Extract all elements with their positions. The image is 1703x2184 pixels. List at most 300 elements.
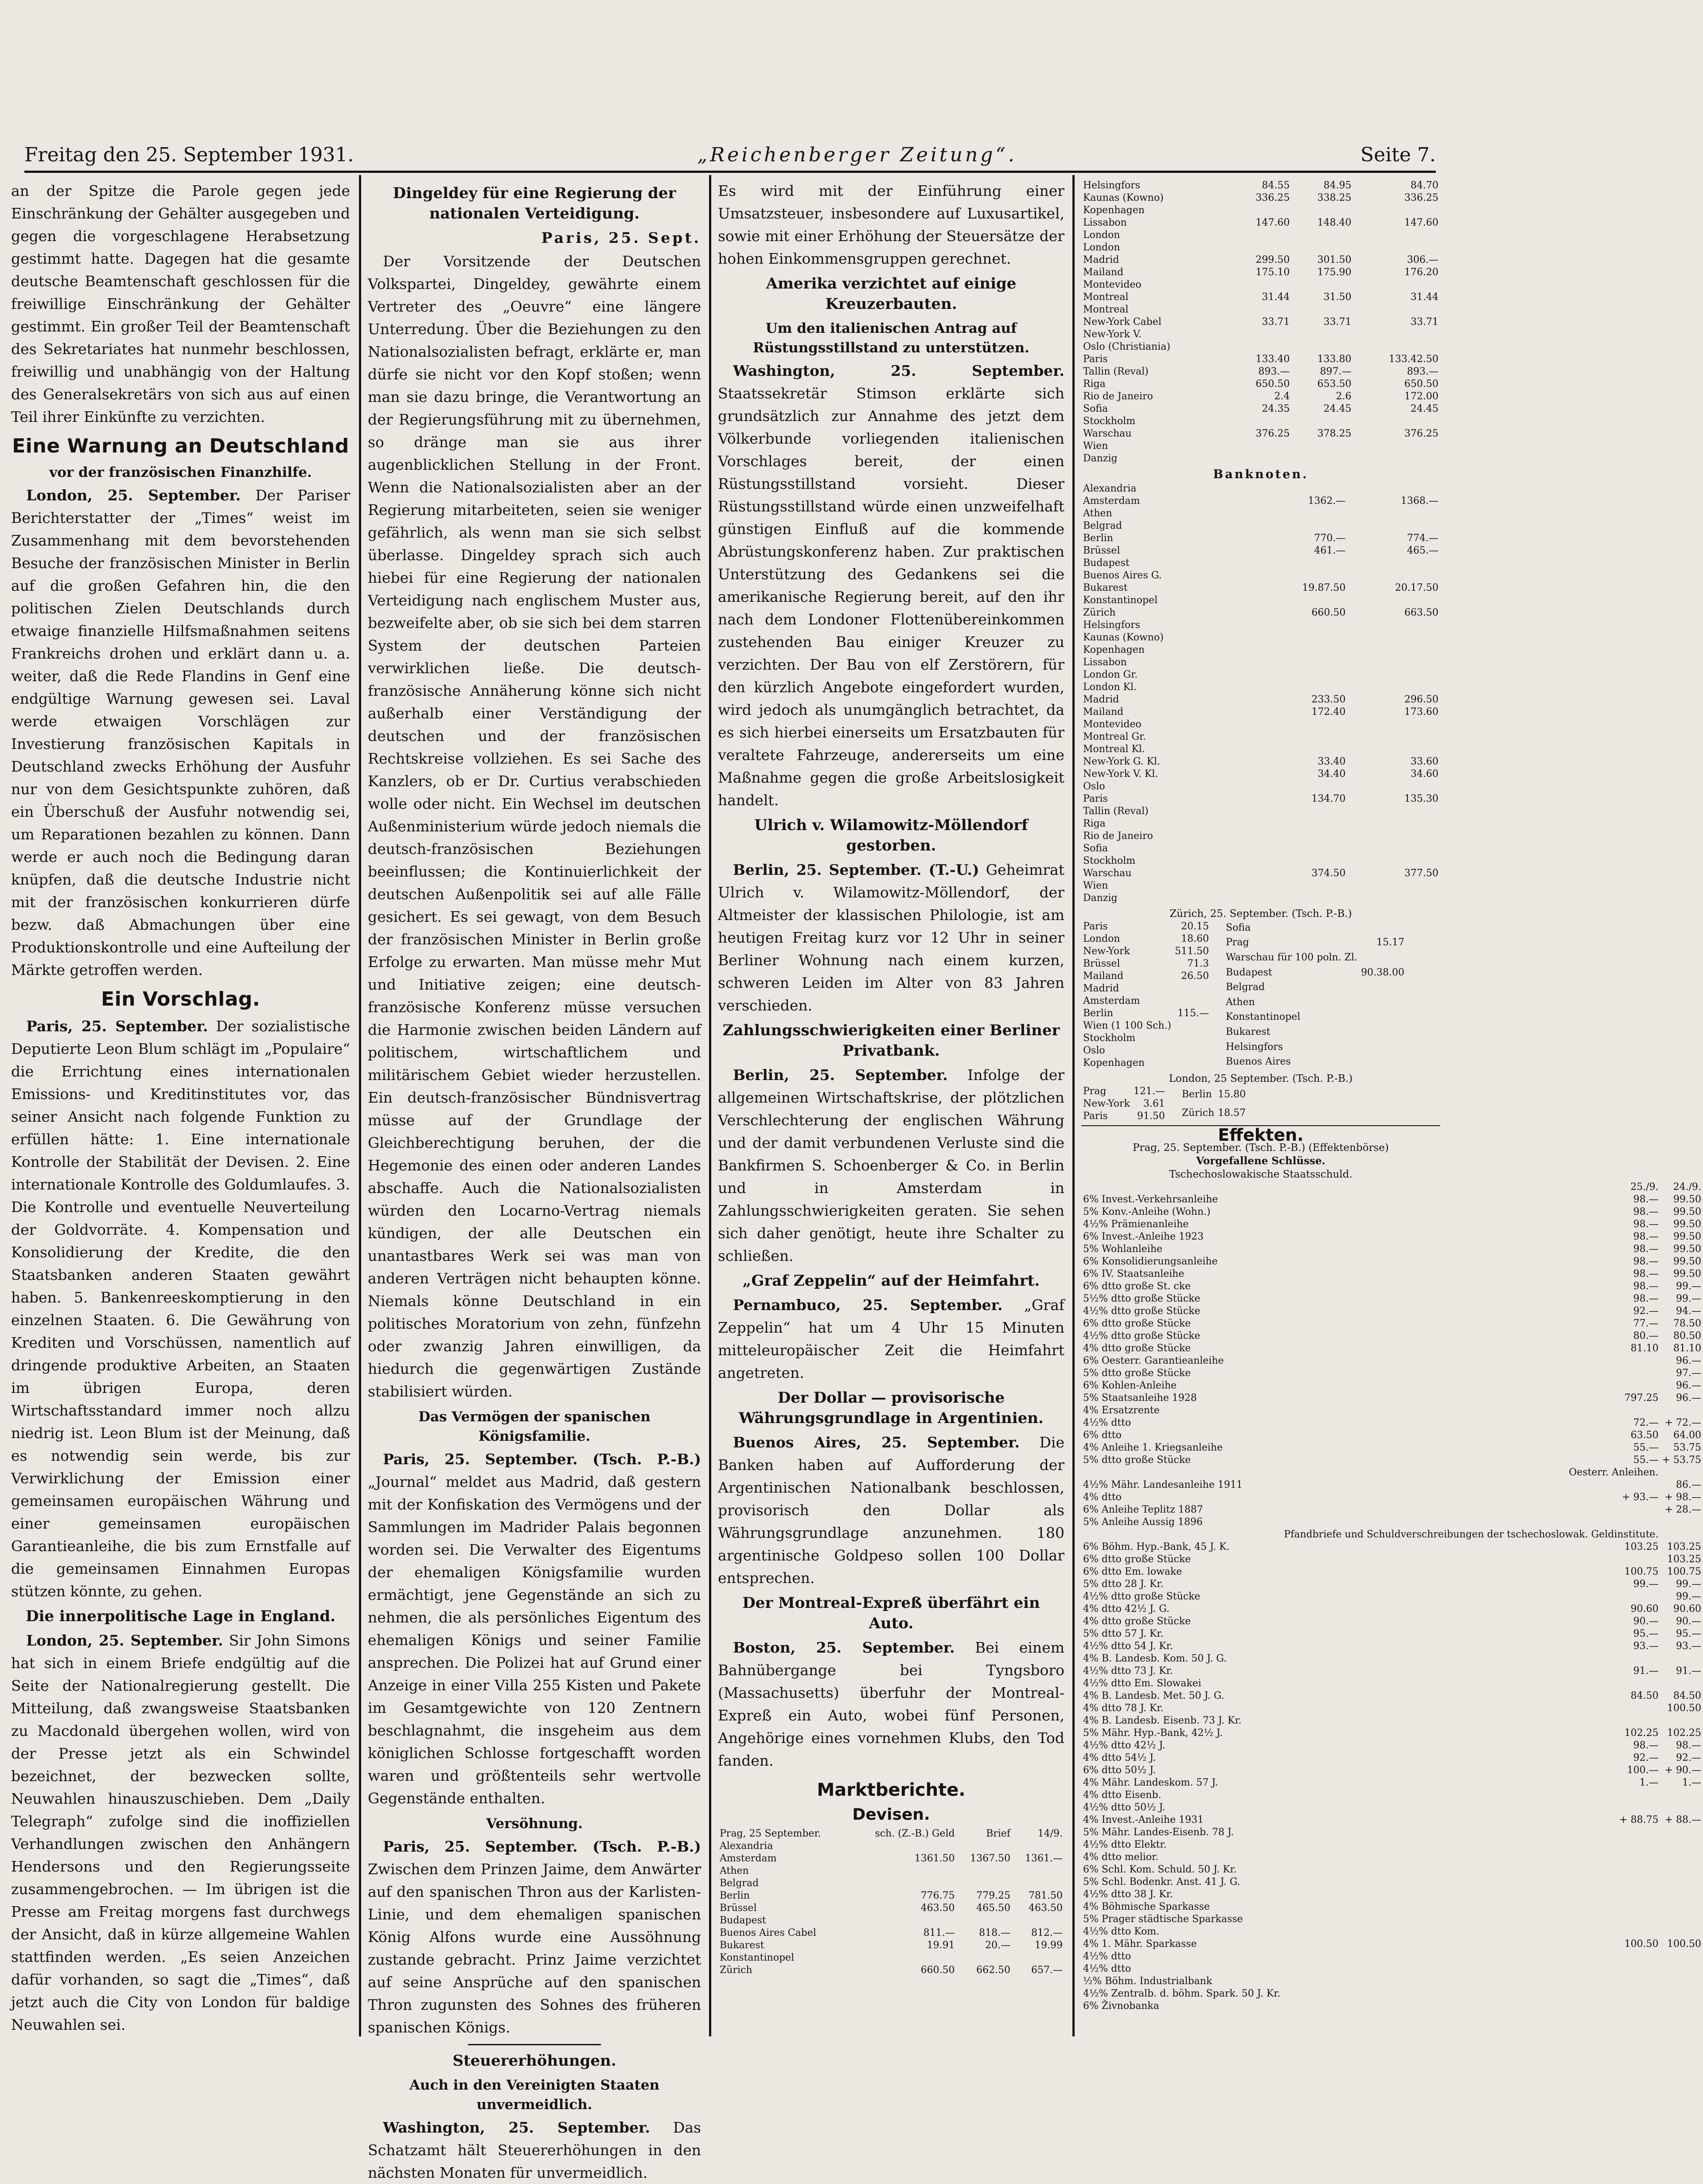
col4-effekten-cell: 6% IV. Staatsanleihe (1083, 1268, 1185, 1279)
col3-devisen-cell: 19.99 (1035, 1940, 1063, 1951)
col4-banknoten-cell: Athen (1083, 508, 1112, 519)
col4-zurich-cell (1173, 1020, 1211, 1032)
col4-effekten-row (1081, 1628, 1703, 1640)
col4-effekten-cell: 103.25 (1624, 1541, 1659, 1552)
col4-banknoten-row (1081, 768, 1440, 780)
col1-article2-title: Ein Vorschlag. (101, 988, 260, 1010)
col4-banknoten-cell (1247, 644, 1255, 656)
column-rule-1 (359, 175, 361, 2036)
col4-devisen-cell (1230, 328, 1291, 341)
col4-effekten-cell (1282, 1888, 1660, 1901)
column-4 (1081, 179, 1701, 2098)
col3-devisen-cell (851, 1865, 957, 1877)
col4-effekten-row (1081, 1305, 1703, 1318)
col4-banknoten-row (1081, 632, 1440, 644)
col4-effekten-sub1: Prag, 25. September. (Tsch. P.-B.) (Effektenbörse) (1132, 1142, 1389, 1154)
col4-banknoten-cell: Lissabon (1083, 657, 1127, 668)
col3-article6-text: Bei einem Bahnübergange bei Tyngsboro (Massachusetts) überfuhr der Montreal-Expreß ein Auto, wobei fünf Personen, Angehörige eines vornehmen Klubs, den Tod fanden. (718, 1639, 1064, 1769)
col3-devisen-cell: Athen (720, 1865, 749, 1876)
col4-effekten-cell: 99.50 (1673, 1194, 1701, 1205)
col4-banknoten-table (1081, 483, 1440, 905)
col4-london-right (1180, 1085, 1247, 1123)
col4-zurich-cell (1359, 1025, 1406, 1040)
col4-banknoten-cell (1247, 718, 1255, 731)
col4-devisen-cell: Montreal (1083, 292, 1129, 303)
col4-effekten-head-2: 24./9. (1673, 1182, 1701, 1193)
col4-effekten-cell (1660, 1404, 1703, 1417)
col4-zurich-cell (1359, 995, 1406, 1010)
col4-devisen-row (1081, 204, 1440, 217)
col4-effekten-cell (1660, 1802, 1703, 1814)
col4-london-cell: 3.61 (1143, 1098, 1165, 1109)
col4-effekten-cell: 78.50 (1673, 1318, 1701, 1329)
col4-zurich-row (1081, 995, 1211, 1007)
col4-effekten-cell (1660, 1926, 1703, 1938)
col4-devisen-row (1081, 440, 1440, 452)
col4-effekten-cell: 92.— (1633, 1752, 1659, 1763)
col4-banknoten-cell (1348, 594, 1441, 607)
col4-effekten-cell: 6% dtto 50½ J. (1083, 1765, 1156, 1776)
col4-devisen-cell: 338.25 (1317, 192, 1352, 203)
col4-effekten-row (1081, 1938, 1703, 1950)
col4-banknoten-cell: 1368.— (1401, 495, 1438, 507)
col4-effekten-cell: 797.25 (1624, 1392, 1659, 1404)
col4-devisen-cell: 2.6 (1336, 391, 1352, 402)
col4-effekten-row (1081, 1392, 1703, 1404)
col4-devisen-cell (1230, 452, 1291, 465)
col3-devisen-cell: 657.— (1031, 1965, 1063, 1976)
col1-article1-text: Der Pariser Berichterstatter der „Times“ weist im Zusammenhang mit dem bevorstehenden Besuche der französischen Minister in Berlin auf die großen Gefahren hin, die den politischen Zielen Deutschlands durch etwaige finanzielle Hilfsmaßnahmen seitens Frankreichs drohen und erklärt dann u. a. weiter, daß die Rede Flandins in Genf eine endgültige Warnung gewesen sei. Laval werde etwaigen Vorschlägen zur Investierung französischen Kapitals in Deutschland zwecks Erhöhung der Ausfuhr nur von dem Gesichtspunkte zuhören, daß ein Überschuß der Ausfuhr notwendig sei, um Reparationen bezahlen zu können. Dann werde er auch noch die Bedingung daran knüpfen, daß die deutsche Industrie nicht mit der französischen konkurrieren dürfe bezw. daß Abmachungen über eine Produktionskontrolle und eine Aufteilung der Märkte getroffen werden. (11, 487, 351, 979)
col4-zurich-row (1224, 1054, 1406, 1069)
col4-devisen-cell (1292, 452, 1353, 465)
col4-banknoten-cell (1255, 780, 1347, 793)
col4-effekten-cell: 6% dtto große Stücke (1083, 1318, 1191, 1329)
col4-effekten-cell: + 93.— (1622, 1492, 1659, 1503)
col4-devisen-cell (1230, 279, 1291, 291)
col4-london-cell: Prag (1083, 1086, 1107, 1097)
col4-effekten-title: Effekten. (1218, 1125, 1304, 1145)
col4-devisen-cell: Paris (1083, 354, 1108, 365)
col4-devisen-cell: Riga (1083, 378, 1106, 390)
col4-zurich-cell (1359, 1054, 1406, 1069)
col4-banknoten-cell: Riga (1083, 818, 1106, 829)
col4-effekten-cell (1282, 1677, 1660, 1690)
col3-devisen-cell: 781.50 (1029, 1890, 1063, 1901)
col4-effekten-cell (1660, 1913, 1703, 1926)
col4-devisen-cell (1353, 304, 1440, 316)
col4-banknoten-row (1081, 892, 1440, 905)
col4-devisen-row (1081, 328, 1440, 341)
col4-banknoten-cell (1247, 520, 1255, 532)
col4-banknoten-cell: 34.40 (1317, 768, 1346, 780)
col4-effekten-cell (1660, 1851, 1703, 1864)
col3-devisen-cell: 1361.50 (914, 1853, 955, 1864)
col4-effekten-cell: 4% Mähr. Landeskom. 57 J. (1083, 1777, 1218, 1788)
col4-zurich-cell: Athen (1226, 996, 1255, 1008)
col1-article3-title: Die innerpolitische Lage in England. (25, 1607, 336, 1625)
col4-devisen-cell: 650.50 (1255, 378, 1290, 390)
col2-article1-dateline: Paris, 25. Sept. (541, 229, 701, 246)
col4-effekten-cell: 64.00 (1673, 1430, 1701, 1441)
col4-banknoten-cell: Berlin (1083, 533, 1113, 544)
col3-devisen-head-1: sch. (Z.-B.) Geld (875, 1828, 955, 1839)
col3-devisen-row (718, 1927, 1064, 1939)
col2-article4-title: Steuererhöhungen. (452, 2052, 616, 2070)
col4-banknoten-cell: Warschau (1083, 868, 1132, 879)
col4-devisen-cell: 653.50 (1317, 378, 1352, 390)
col4-effekten-table (1081, 1181, 1703, 2012)
col4-devisen-cell: 175.90 (1317, 267, 1352, 278)
col4-london-cell: 121.— (1133, 1086, 1165, 1097)
col4-london-row (1081, 1098, 1167, 1110)
col4-banknoten-cell (1247, 607, 1255, 619)
col4-effekten-cell: 99.50 (1673, 1206, 1701, 1217)
col4-effekten-cell (1660, 1876, 1703, 1888)
col4-effekten-cell (1660, 1789, 1703, 1802)
col4-devisen-row (1081, 403, 1440, 415)
col4-effekten-cell (1660, 1950, 1703, 1963)
col4-zurich-cell: Oslo (1083, 1045, 1105, 1056)
col4-devisen-cell (1292, 279, 1353, 291)
col4-effekten-cell: 100.50 (1624, 1938, 1659, 1950)
col4-zurich-cell: Amsterdam (1083, 995, 1140, 1006)
col4-banknoten-cell: Paris (1083, 793, 1108, 804)
col4-zurich-row (1224, 995, 1406, 1010)
col4-devisen-cell: 84.70 (1411, 180, 1438, 191)
col4-effekten-cell: 99.— (1676, 1591, 1701, 1602)
col4-zurich-row (1224, 980, 1406, 995)
col4-banknoten-cell (1255, 594, 1347, 607)
col4-devisen-row (1081, 179, 1440, 192)
col4-banknoten-cell (1348, 681, 1441, 694)
col4-effekten-cell: 63.50 (1630, 1430, 1659, 1441)
col4-zurich-cell: Konstantinopel (1226, 1011, 1301, 1023)
col4-effekten-row (1081, 1454, 1703, 1466)
col4-banknoten-cell (1247, 805, 1255, 818)
col4-effekten-row (1081, 1404, 1703, 1417)
col4-effekten-cell: 100.75 (1667, 1566, 1701, 1577)
col3-devisen-cell (851, 1915, 957, 1927)
col4-zurich-row (1081, 970, 1211, 983)
col3-devisen-cell (1012, 1865, 1064, 1877)
col4-effekten-row (1081, 1640, 1703, 1653)
col4-effekten-cell: 99.— (1676, 1293, 1701, 1304)
col4-effekten-row (1081, 1739, 1703, 1752)
col4-banknoten-cell (1348, 656, 1441, 669)
col2-article4-subtitle: Auch in den Vereinigten Staaten unvermeidlich. (409, 2077, 660, 2113)
col4-devisen-cell: Montevideo (1083, 279, 1142, 290)
col4-effekten-sub2: Vorgefallene Schlüsse. (1196, 1155, 1325, 1167)
col4-london-cell: Berlin (1181, 1089, 1212, 1100)
col4-effekten-cell: 4% B. Landesb. Eisenb. 73 J. Kr. (1083, 1715, 1242, 1726)
col4-effekten-cell (1282, 1926, 1660, 1938)
col4-banknoten-row (1081, 731, 1440, 743)
col4-banknoten-cell (1348, 718, 1441, 731)
col3-article2-title: Ulrich v. Wilamowitz-Möllendorf gestorben. (754, 816, 1028, 854)
col4-banknoten-cell (1348, 483, 1441, 495)
col2-separator (468, 2044, 601, 2045)
col3-devisen-cell: 812.— (1031, 1927, 1063, 1938)
col4-devisen-cell: Helsingfors (1083, 180, 1141, 191)
col1-article3-text: Sir John Simons hat sich in einem Briefe endgültig auf die Seite der Nationalregierung gestellt. Die Mitteilung, daß zwangsweise Staatsbanken zu Macdonald übergehen wollen, wird von der Presse jetzt als ein Schwindel bezeichnet, der bezwecken sollte, Neuwahlen hinauszuschieben. Dem „Daily Telegraph“ zufolge sind die inoffiziellen Verhandlungen zwischen den Anhängern Hendersons und den Regierungsseite zusammengebrochen. — Im übrigen ist die Presse am Freitag morgens fast durchwegs der Ansicht, daß in kürze allgemeine Wahlen stattfinden werden. „Es seien Anzeichen dafür vorhanden, so sagt die „Times“, daß jetzt auch die City von London für baldige Neuwahlen sei. (11, 1632, 350, 2033)
col4-effekten-row (1081, 1752, 1703, 1764)
col4-devisen-cell: 24.45 (1323, 403, 1352, 414)
col4-devisen-row (1081, 452, 1440, 465)
col4-effekten-cell: 96.— (1676, 1380, 1701, 1391)
col4-london-cell: 18.57 (1218, 1108, 1246, 1119)
col4-effekten-row (1081, 1280, 1703, 1293)
col4-effekten-cell: 4% Anleihe 1. Kriegsanleihe (1083, 1442, 1223, 1453)
col4-effekten-row (1081, 1541, 1703, 1553)
col3-devisen-cell: Alexandria (720, 1841, 773, 1852)
col4-effekten-row (1081, 1256, 1703, 1268)
col3-devisen-head-2: Brief (986, 1828, 1011, 1839)
col4-effekten-row (1081, 1802, 1703, 1814)
col4-banknoten-row (1081, 780, 1440, 793)
col4-banknoten-row (1081, 805, 1440, 818)
col4-banknoten-cell (1255, 483, 1347, 495)
col4-banknoten-row (1081, 793, 1440, 805)
col3-devisen-cell (957, 1915, 1013, 1927)
col4-zurich-cell: Sofia (1226, 922, 1251, 933)
col4-devisen-cell: 176.20 (1404, 267, 1438, 278)
col4-devisen-row (1081, 192, 1440, 204)
col4-banknoten-cell: 34.60 (1411, 768, 1438, 780)
col4-effekten-cell: 90.60 (1673, 1603, 1701, 1615)
col4-effekten-cell: ½% Böhm. Industrialbank (1083, 1976, 1212, 1987)
col3-devisen-row (718, 1890, 1064, 1902)
col4-banknoten-cell (1255, 855, 1347, 867)
col3-devisen-head-3: 14/9. (1037, 1828, 1063, 1839)
col4-effekten-cell (1660, 1988, 1703, 2000)
col4-effekten-cell (1282, 1864, 1660, 1876)
col4-devisen-cell (1292, 341, 1353, 353)
col4-london-row (1180, 1104, 1247, 1123)
col4-devisen-cell: 376.25 (1255, 428, 1290, 439)
col4-effekten-cell: 98.— (1676, 1740, 1701, 1751)
col4-zurich-title: Zürich, 25. September. (Tsch. P.-B.) (1169, 908, 1352, 920)
col4-effekten-cell: 4½% dtto 42½ J. (1083, 1740, 1165, 1751)
col4-effekten-cell: 4% Böhmische Sparkasse (1083, 1901, 1210, 1912)
col4-banknoten-cell (1348, 520, 1441, 532)
col4-banknoten-row (1081, 594, 1440, 607)
col4-effekten-cell: 5% dtto 28 J. Kr. (1083, 1579, 1164, 1590)
column-2 (368, 179, 701, 2181)
col4-effekten-row (1081, 1777, 1703, 1789)
col4-effekten-row (1081, 1218, 1703, 1231)
col4-devisen-cell (1292, 242, 1353, 254)
page-header (24, 135, 1436, 166)
col4-banknoten-row (1081, 569, 1440, 582)
col4-devisen-row (1081, 378, 1440, 390)
col4-banknoten-cell: 19.87.50 (1302, 582, 1346, 593)
col4-devisen-row (1081, 217, 1440, 229)
col4-banknoten-cell (1247, 594, 1255, 607)
col4-effekten-cell: 4% dtto 42½ J. G. (1083, 1603, 1170, 1615)
col4-effekten-cell (1282, 1913, 1660, 1926)
col4-london-cell: Paris (1083, 1111, 1108, 1122)
col4-effekten-cell (1282, 1367, 1660, 1380)
col4-effekten-row (1081, 1603, 1703, 1615)
col4-effekten-cell: 95.— (1676, 1628, 1701, 1639)
col4-banknoten-cell (1348, 743, 1441, 756)
col4-effekten-cell: 80.50 (1673, 1330, 1701, 1342)
col4-zurich-cell (1173, 983, 1211, 995)
col4-effekten-cell: 6% Anleihe Teplitz 1887 (1083, 1504, 1203, 1515)
col4-banknoten-cell (1247, 545, 1255, 557)
col4-devisen-cell: Sofia (1083, 403, 1108, 414)
col4-effekten-cell: 6% Invest.-Verkehrsanleihe (1083, 1194, 1218, 1205)
col4-effekten-row (1081, 1243, 1703, 1256)
col4-zurich-cell (1359, 980, 1406, 995)
col4-devisen-cell (1292, 328, 1353, 341)
col4-devisen-cell (1230, 204, 1291, 217)
col4-devisen-cell: Montreal (1083, 304, 1129, 315)
col4-zurich-row (1224, 1025, 1406, 1040)
col4-effekten-row (1081, 1553, 1703, 1566)
col4-effekten-cell: 1.— (1639, 1777, 1659, 1788)
col4-effekten-cell: 6% Schl. Kom. Schuld. 50 J. Kr. (1083, 1864, 1237, 1875)
col4-devisen-cell: Danzig (1083, 453, 1118, 464)
col4-devisen-cell (1292, 229, 1353, 242)
col4-zurich-cell: Paris (1083, 921, 1108, 932)
col4-banknoten-cell: Danzig (1083, 893, 1118, 904)
col3-market-title: Marktberichte. (817, 1780, 966, 1800)
col4-effekten-row (1081, 1466, 1703, 1479)
col4-effekten-cell: 4% dtto 54½ J. (1083, 1752, 1156, 1763)
column-3 (718, 179, 1064, 2098)
col4-banknoten-row (1081, 756, 1440, 768)
col4-effekten-cell (1660, 1864, 1703, 1876)
col4-devisen-cell: 172.00 (1404, 391, 1438, 402)
col4-effekten-cell: 4½% dtto große Stücke (1083, 1306, 1200, 1317)
col4-banknoten-row (1081, 694, 1440, 706)
col3-article4-text: „Graf Zeppelin“ hat um 4 Uhr 15 Minuten mitteleuropäischer Zeit die Heimfahrt angetreten. (718, 1296, 1065, 1381)
col4-effekten-cell: 100.75 (1624, 1566, 1659, 1577)
header-date: Freitag den 25. September 1931. (24, 144, 354, 166)
col4-devisen-cell: 336.25 (1404, 192, 1438, 203)
col4-banknoten-cell: Zürich (1083, 607, 1116, 618)
col4-devisen-cell (1353, 440, 1440, 452)
col4-effekten-cell: 6% dtto große St. cke (1083, 1281, 1191, 1292)
col4-zurich-row (1081, 933, 1211, 945)
col4-devisen-cell: 33.71 (1323, 316, 1352, 328)
col4-banknoten-row (1081, 557, 1440, 569)
col4-banknoten-cell: Amsterdam (1083, 495, 1140, 507)
col4-devisen-cell: 893.— (1407, 366, 1438, 377)
col4-effekten-row (1081, 1566, 1703, 1578)
col4-effekten-cell: Pfandbriefe und Schuldverschreibungen der tschechoslowak. Geldinstitute. (1284, 1529, 1659, 1540)
col4-devisen-cell (1230, 440, 1291, 452)
col4-effekten-cell: 5% dtto große Stücke (1083, 1368, 1191, 1379)
col4-effekten-header (1081, 1181, 1703, 1193)
col4-effekten-cell (1660, 1963, 1703, 1975)
col4-effekten-cell: 84.50 (1673, 1690, 1701, 1701)
col4-devisen-cell: 376.25 (1404, 428, 1438, 439)
col4-effekten-cell: 4% B. Landesb. Kom. 50 J. G. (1083, 1653, 1227, 1664)
col4-effekten-cell: 77.— (1633, 1318, 1659, 1329)
col4-zurich-grid (1081, 920, 1440, 1069)
col4-banknoten-row (1081, 830, 1440, 842)
col4-banknoten-cell: Bukarest (1083, 582, 1128, 593)
col4-effekten-cell (1282, 1802, 1660, 1814)
col4-effekten-cell: 98.— (1633, 1194, 1659, 1205)
col4-banknoten-cell: 465.— (1407, 545, 1438, 556)
col4-effekten-cell: 93.— (1676, 1641, 1701, 1652)
col4-banknoten-cell (1247, 507, 1255, 520)
header-rule (24, 171, 1436, 173)
col4-banknoten-cell: Brüssel (1083, 545, 1120, 556)
col4-zurich-cell: 26.50 (1181, 971, 1209, 982)
col4-effekten-cell: 98.— (1633, 1256, 1659, 1267)
col4-effekten-cell: 55.— (1633, 1442, 1659, 1453)
col4-effekten-cell: 4½% dtto (1083, 1951, 1131, 1962)
col4-effekten-row (1081, 1727, 1703, 1739)
col4-devisen-top-table (1081, 179, 1440, 465)
col4-effekten-cell (1282, 2000, 1660, 2012)
col4-effekten-sub3: Tschechoslowakische Staatsschuld. (1169, 1169, 1352, 1180)
col4-effekten-row (1081, 1690, 1703, 1702)
col4-effekten-row (1081, 1504, 1703, 1516)
col2-article2-title: Das Vermögen der spanischen Königsfamilie. (418, 1409, 651, 1444)
col4-effekten-row (1081, 1665, 1703, 1677)
col4-effekten-cell: 6% Böhm. Hyp.-Bank, 45 J. K. (1083, 1541, 1230, 1552)
col3-devisen-cell: 660.50 (920, 1965, 955, 1976)
col4-banknoten-cell (1348, 619, 1441, 632)
col4-devisen-cell: 24.35 (1262, 403, 1290, 414)
col3-devisen-cell (1012, 1952, 1064, 1964)
col4-banknoten-row (1081, 507, 1440, 520)
col4-effekten-cell: 6% Kohlen-Anleihe (1083, 1380, 1177, 1391)
col3-devisen-row (718, 1852, 1064, 1865)
col4-zurich-cell: New-York (1083, 946, 1130, 957)
col4-banknoten-cell: 173.60 (1404, 706, 1438, 718)
col4-devisen-cell (1353, 328, 1440, 341)
col4-devisen-cell: Madrid (1083, 254, 1119, 265)
col4-effekten-cell: 4½% dtto Em. Slowakei (1083, 1678, 1201, 1689)
col4-banknoten-cell (1348, 731, 1441, 743)
col4-banknoten-cell (1247, 632, 1255, 644)
col4-effekten-cell (1282, 1591, 1660, 1603)
col3-article1-subtitle: Um den italienischen Antrag auf Rüstungsstillstand zu unterstützen. (753, 320, 1029, 356)
col4-zurich-cell (1359, 1010, 1406, 1025)
col4-effekten-cell (1660, 2000, 1703, 2012)
col4-effekten-row (1081, 1491, 1703, 1504)
col4-effekten-row (1081, 1950, 1703, 1963)
col4-banknoten-cell (1255, 743, 1347, 756)
col4-effekten-cell (1282, 1553, 1660, 1566)
col4-zurich-cell: Warschau für 100 poln. Zl. (1226, 952, 1358, 963)
col4-zurich-row (1081, 983, 1211, 995)
col4-banknoten-cell: 663.50 (1404, 607, 1438, 618)
col4-banknoten-cell: Mailand (1083, 706, 1124, 718)
col4-effekten-cell: 93.— (1633, 1641, 1659, 1652)
col4-effekten-cell: 5% Anleihe Aussig 1896 (1083, 1517, 1203, 1528)
col3-devisen-row (718, 1915, 1064, 1927)
col4-effekten-cell: 4% dtto Eisenb. (1083, 1790, 1161, 1801)
col4-zurich-cell (1173, 1032, 1211, 1045)
col4-effekten-cell (1660, 1888, 1703, 1901)
col4-zurich-cell (1359, 950, 1406, 965)
col4-zurich-left (1081, 920, 1211, 1069)
col3-devisen-cell: 818.— (979, 1927, 1011, 1938)
col4-devisen-cell: 650.50 (1404, 378, 1438, 390)
col4-banknoten-cell: Montreal Gr. (1083, 731, 1146, 742)
col4-effekten-cell: 98.— (1633, 1740, 1659, 1751)
col4-zurich-row (1224, 965, 1406, 980)
col4-effekten-cell: 95.— (1633, 1628, 1659, 1639)
col3-article4-dateline: Pernambuco, 25. September. (733, 1296, 1003, 1314)
